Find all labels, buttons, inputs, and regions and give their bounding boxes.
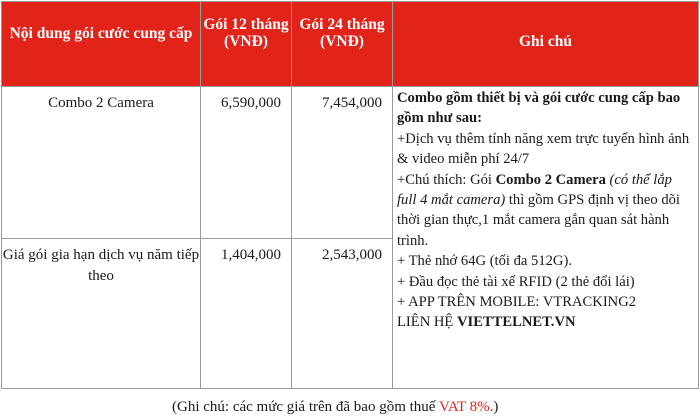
header-content: Nội dung gói cước cung cấp [2,2,201,87]
table-row [2,87,699,239]
price-table [1,1,699,389]
row-price-24: 2,543,000 [292,239,393,389]
note-contact: LIÊN HỆ VIETTELNET.VN [397,314,576,331]
row-price-12: 6,590,000 [201,87,292,239]
note-line-4: + Đầu đọc thẻ tài xế RFID (2 thẻ đổi lái) [397,273,635,290]
table-header-row [2,2,699,87]
footer-note: (Ghi chú: các mức giá trên đã bao gồm thuế VAT 8%.) [172,399,499,415]
row-name: Giá gói gia hạn dịch vụ năm tiếp theo [2,239,201,389]
note-line-3: + Thẻ nhớ 64G (tối đa 512G). [397,253,572,270]
note-cell [393,87,699,389]
header-24-months: Gói 24 tháng (VNĐ) [292,2,393,87]
note-line-2: +Chú thích: Gói Combo 2 Camera (có thể lắp full 4 mắt camera) thì gồm GPS định vị theo dõi thời gian thực,1 mắt camera gắn quan sát hành trình. [397,171,680,249]
note-line-1: +Dịch vụ thêm tính năng xem trực tuyến hình ảnh & video miễn phí 24/7 [397,130,690,168]
header-12-months: Gói 12 tháng (VNĐ) [201,2,292,87]
row-price-12: 1,404,000 [201,239,292,389]
row-price-24: 7,454,000 [292,87,393,239]
vat-label: VAT 8%. [438,399,494,415]
header-note: Ghi chú [393,2,699,87]
row-name: Combo 2 Camera [2,87,201,239]
note-intro: Combo gồm thiết bị và gói cước cung cấp bao gồm như sau: [397,90,681,127]
note-line-5: + APP TRÊN MOBILE: VTRACKING2 [397,294,637,311]
